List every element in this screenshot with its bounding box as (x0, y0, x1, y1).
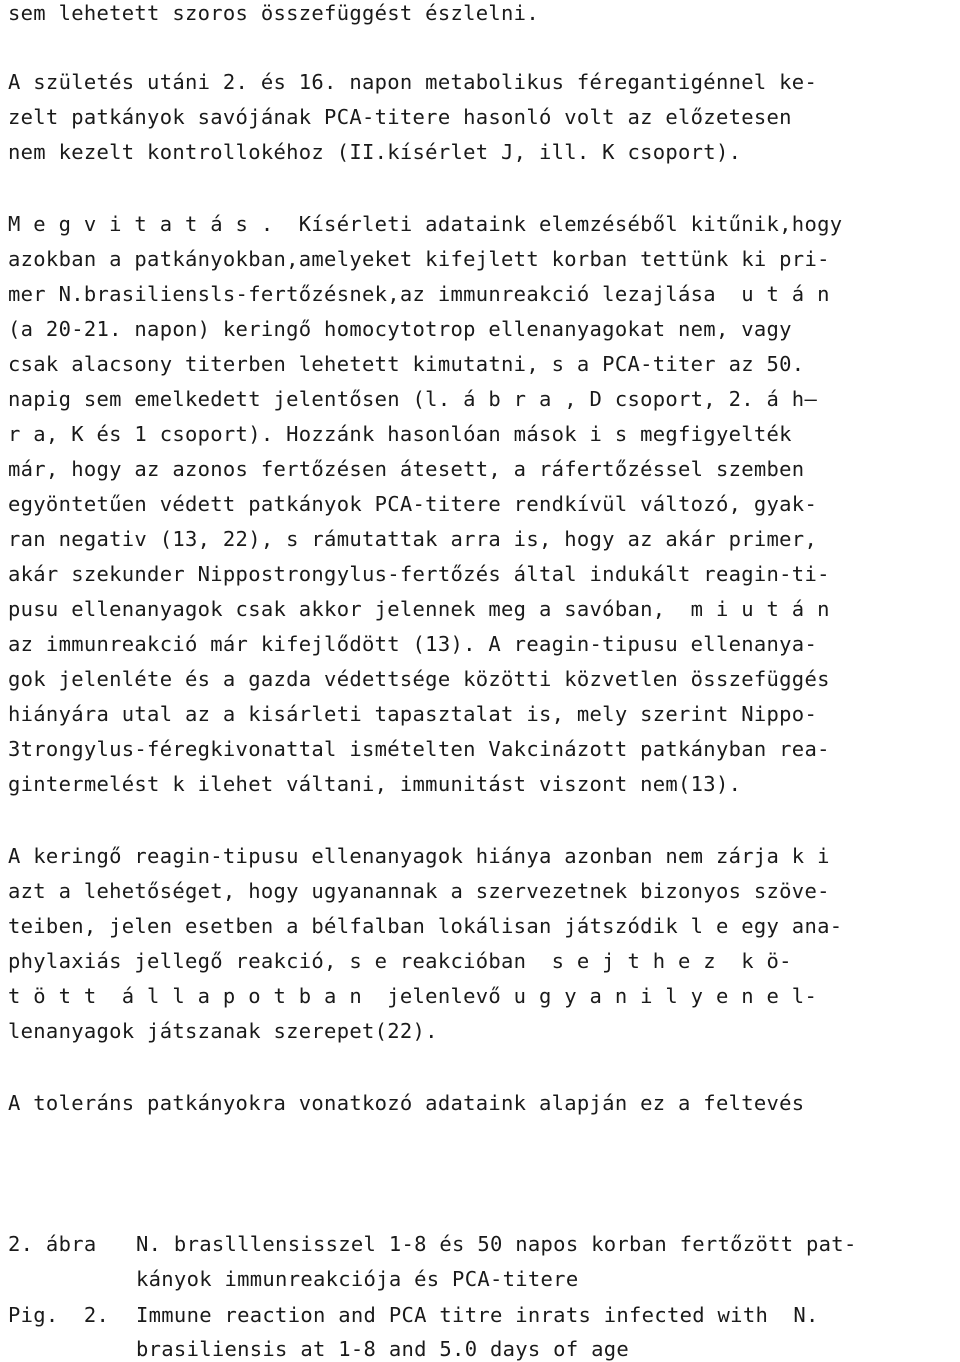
caption-text-hu: N. braslllensisszel 1-8 és 50 napos korban fertőzött pat- (136, 1232, 857, 1256)
text-line: A születés utáni 2. és 16. napon metabolikus féregantigénnel ke- (8, 70, 818, 94)
text-line: ran negativ (13, 22), s rámutattak arra is, hogy az akár primer, (8, 527, 818, 551)
text-line: pusu ellenanyagok csak akkor jelennek meg a savóban, m i u t á n (8, 597, 830, 621)
text-line: csak alacsony titerben lehetett kimutatni, s a PCA-titer az 50. (8, 352, 805, 376)
text-line: egyöntetűen védett patkányok PCA-titere rendkívül változó, gyak- (8, 492, 818, 516)
text-line: napig sem emelkedett jelentősen (l. á b r a , D csoport, 2. á h— (8, 387, 818, 411)
text-line: gok jelenléte és a gazda védettsége közötti közvetlen összefüggés (8, 667, 830, 691)
text-line: már, hogy az azonos fertőzésen átesett, a ráfertőzéssel szemben (8, 457, 805, 481)
caption-label-hu: 2. ábra (8, 1232, 97, 1256)
text-line: teiben, jelen esetben a bélfalban lokálisan játszódik l e egy ana- (8, 914, 843, 938)
text-line: r a, K és 1 csoport). Hozzánk hasonlóan mások i s megfigyelték (8, 422, 792, 446)
text-line: 3trongylus-féregkivonattal ismételten Vakcinázott patkányban rea- (8, 737, 830, 761)
text-line: hiányára utal az a kisárleti tapasztalat is, mely szerint Nippo- (8, 702, 818, 726)
text-line: az immunreakció már kifejlődött (13). A reagin-tipusu ellenanya- (8, 632, 818, 656)
caption-text-en: Immune reaction and PCA titre inrats infected with N. (136, 1303, 819, 1327)
text-line: t ö t t á l l a p o t b a n jelenlevő u g y a n i l y e n e l- (8, 984, 818, 1008)
text-line: (a 20-21. napon) keringő homocytotrop ellenanyagokat nem, vagy (8, 317, 792, 341)
section-heading-line: M e g v i t a t á s . Kísérleti adataink elemzéséből kitűnik,hogy (8, 212, 843, 236)
text-line: A keringő reagin-tipusu ellenanyagok hiánya azonban nem zárja k i (8, 844, 830, 868)
text-line: sem lehetett szoros összefüggést észlelni. (8, 1, 539, 25)
caption-text-hu: kányok immunreakciója és PCA-titere (136, 1267, 579, 1291)
text-line: zelt patkányok savójának PCA-titere hasonló volt az előzetesen (8, 105, 792, 129)
text-line: nem kezelt kontrollokéhoz (II.kísérlet J, ill. K csoport). (8, 140, 742, 164)
text-line: phylaxiás jellegő reakció, s e reakcióban s e j t h e z k ö- (8, 949, 792, 973)
text-line: azt a lehetőséget, hogy ugyanannak a szervezetnek bizonyos szöve- (8, 879, 830, 903)
text-line: A toleráns patkányokra vonatkozó adataink alapján ez a feltevés (8, 1091, 805, 1115)
text-line: lenanyagok játszanak szerepet(22). (8, 1019, 438, 1043)
caption-text-en: brasiliensis at 1-8 and 5.0 days of age (136, 1337, 630, 1361)
text-line: gintermelést k ilehet váltani, immunitást viszont nem(13). (8, 772, 742, 796)
text-line: akár szekunder Nippostrongylus-fertőzés által indukált reagin-ti- (8, 562, 830, 586)
text-line: azokban a patkányokban,amelyeket kifejlett korban tettünk ki pri- (8, 247, 830, 271)
caption-label-en: Pig. 2. (8, 1303, 110, 1327)
text-line: mer N.brasiliensls-fertőzésnek,az immunreakció lezajlása u t á n (8, 282, 830, 306)
